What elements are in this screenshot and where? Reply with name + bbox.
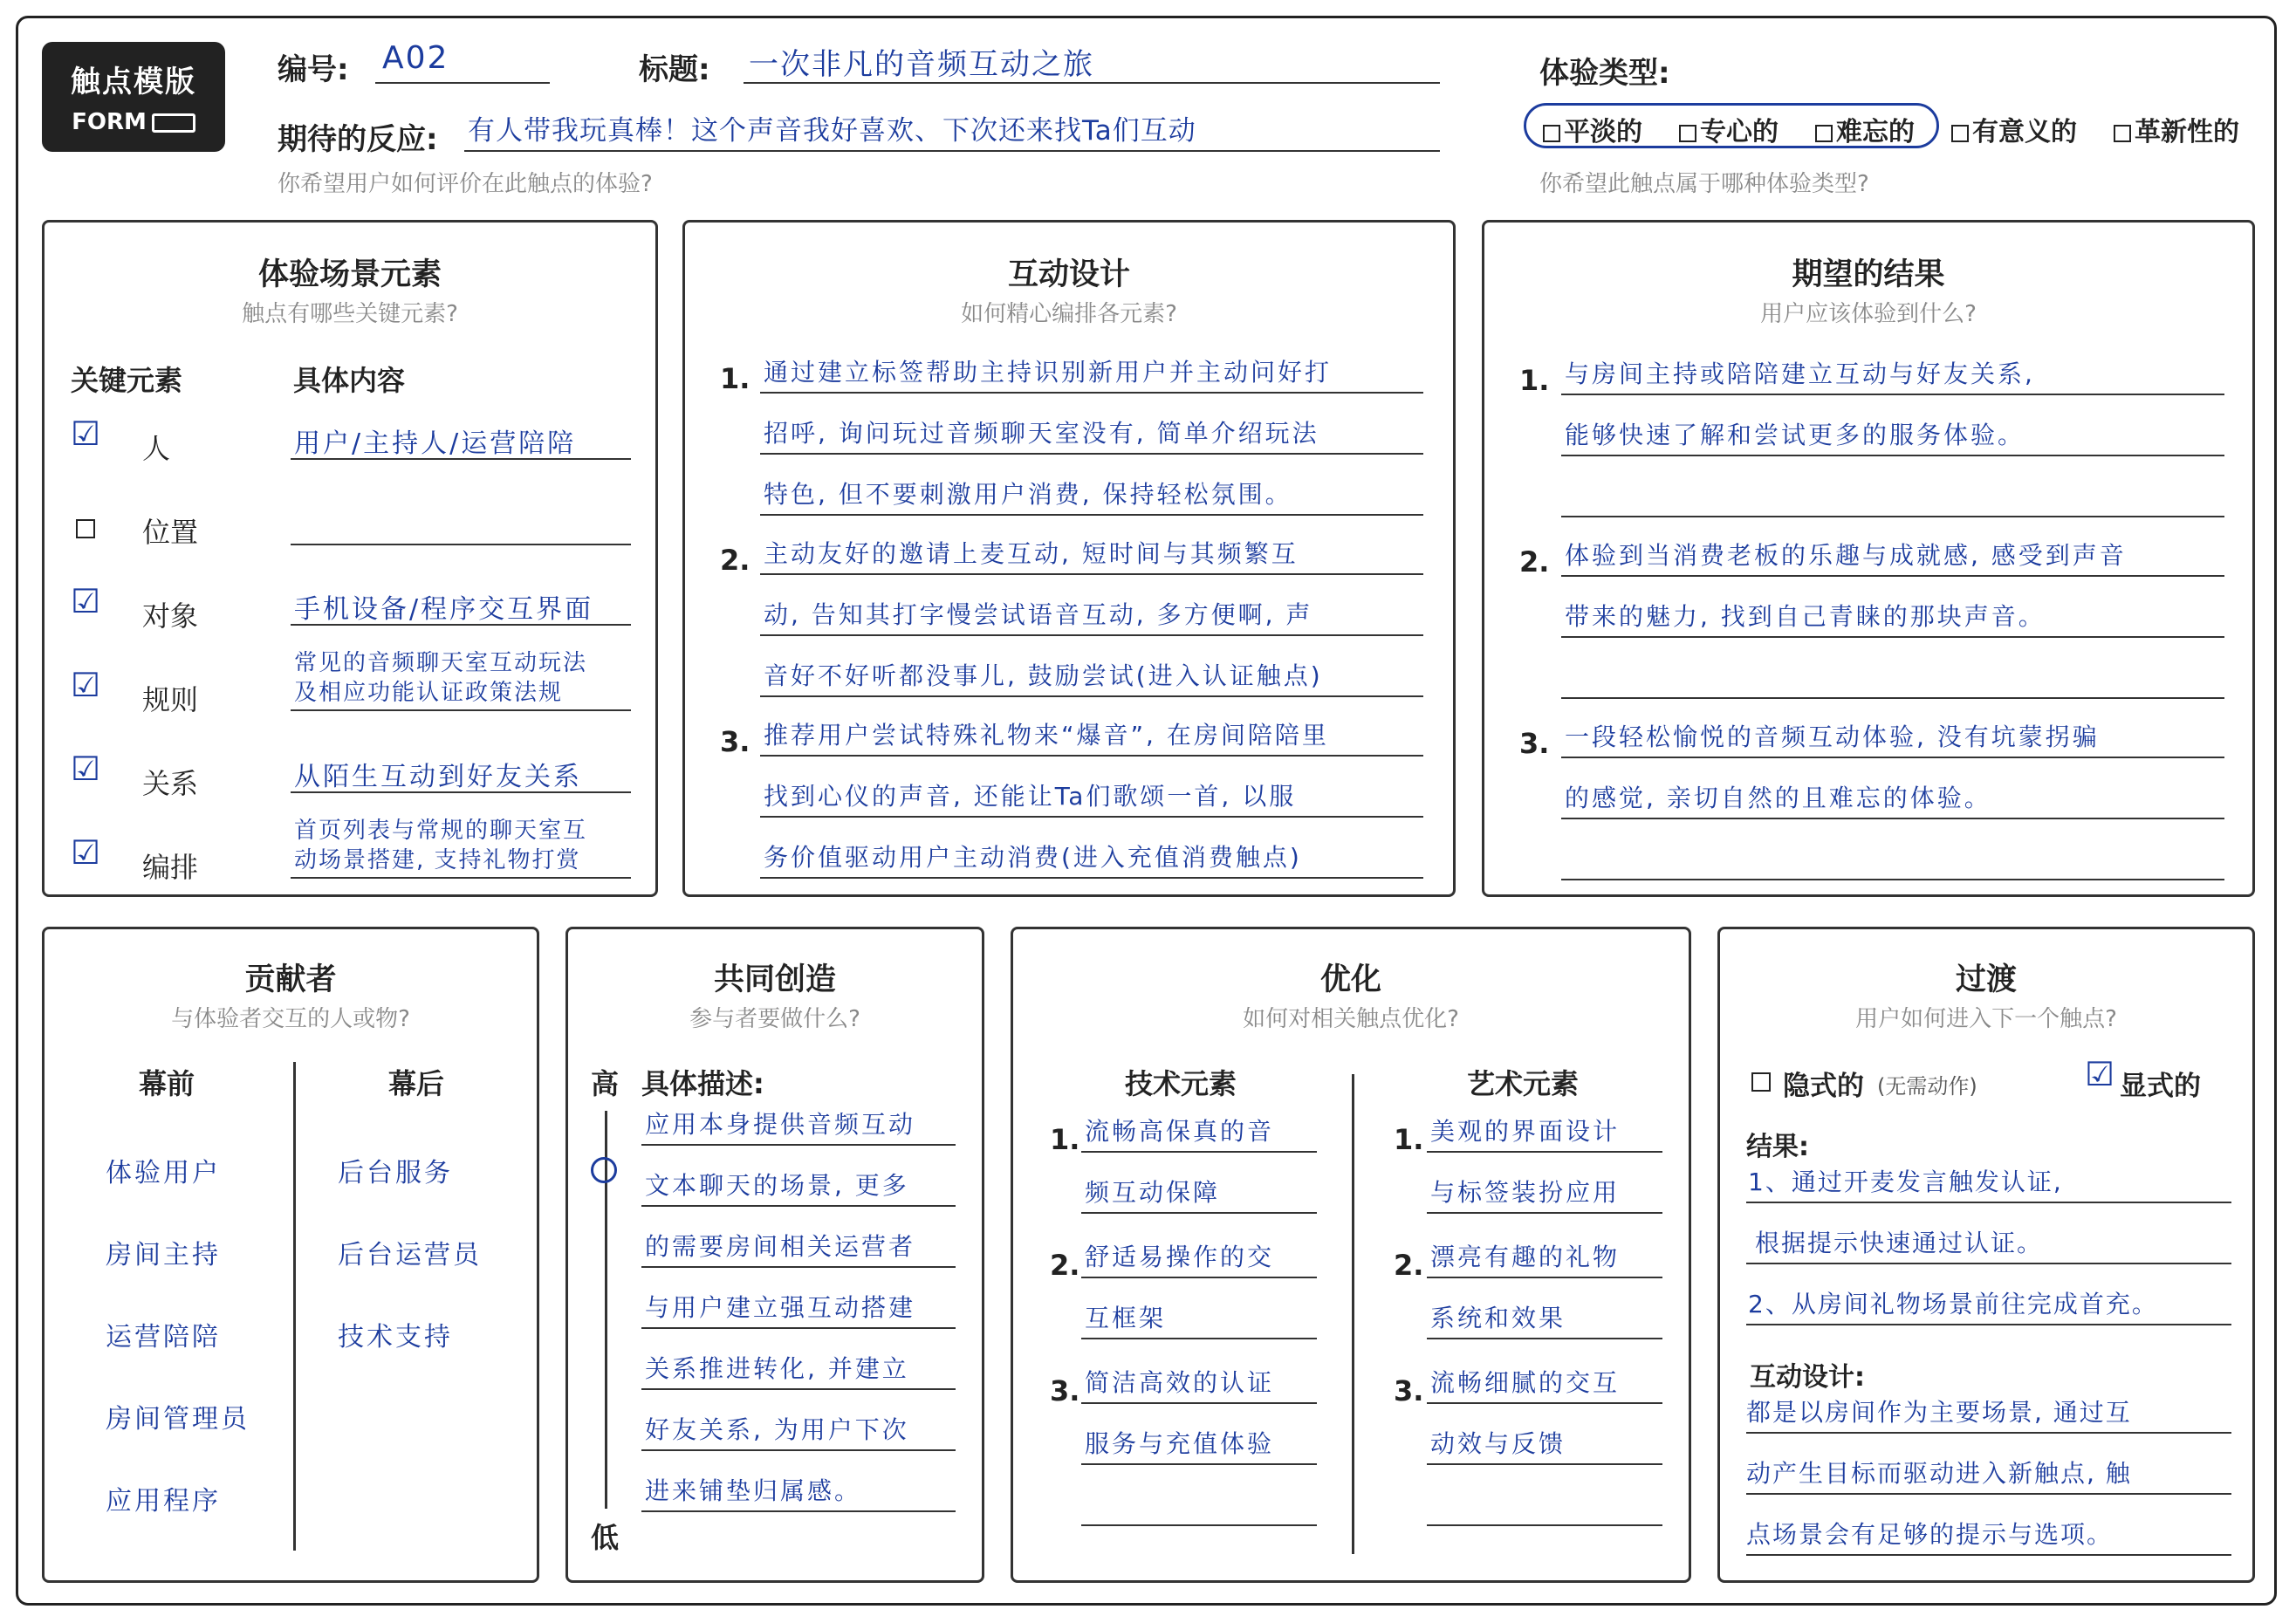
result-line: 带来的魅力, 找到自己青睐的那块声音。 [1565, 602, 2046, 631]
logo-subtitle [42, 109, 225, 135]
scene-subtitle: 触点有哪些关键元素? [242, 301, 458, 327]
scene-title: 体验场景元素 [257, 257, 442, 292]
contributors-panel [42, 927, 539, 1583]
back-item: 技术支持 [338, 1322, 453, 1352]
transition-design-line: 动产生目标而驱动进入新触点, 触 [1746, 1459, 2132, 1488]
underline [641, 1449, 956, 1451]
results-title: 期望的结果 [1792, 257, 1945, 292]
scene-row-content: 手机设备/程序交互界面 [294, 594, 594, 625]
checkmark-icon[interactable]: ☑ [71, 666, 101, 704]
underline [291, 709, 631, 711]
underline [1081, 1338, 1317, 1339]
underline [760, 634, 1423, 636]
underline [1427, 1402, 1662, 1404]
desc-label: 具体描述: [641, 1067, 764, 1100]
optimize-panel [1011, 927, 1691, 1583]
scene-row-name: 位置 [142, 516, 199, 549]
underline [1427, 1463, 1662, 1465]
implicit-note: (无需动作) [1877, 1074, 1977, 1099]
transition-subtitle: 用户如何进入下一个触点? [1855, 1006, 2117, 1032]
implicit-label: 隐式的 [1783, 1071, 1864, 1102]
item-number: 1. [1519, 364, 1550, 397]
underline [291, 877, 631, 879]
underline [760, 755, 1423, 757]
underline [1561, 879, 2224, 880]
underline [291, 624, 631, 626]
reaction-field[interactable] [464, 103, 1440, 152]
underline [1427, 1277, 1662, 1278]
scene-row-name: 关系 [142, 767, 199, 800]
id-value: A02 [382, 40, 449, 76]
cocreate-title: 共同创造 [713, 962, 836, 997]
scene-panel [42, 220, 658, 897]
scale-marker[interactable] [591, 1157, 617, 1183]
scene-row-name: 规则 [142, 683, 199, 716]
title-value: 一次非凡的音频互动之旅 [749, 47, 1094, 82]
type-option-label: 有意义的 [1972, 117, 2077, 147]
column-divider [1352, 1074, 1354, 1554]
art-line: 漂亮有趣的礼物 [1430, 1243, 1621, 1271]
item-number: 3. [1050, 1374, 1080, 1407]
underline [760, 453, 1423, 455]
result-label: 结果: [1746, 1132, 1809, 1162]
underline [291, 791, 631, 793]
item-number: 1. [1050, 1123, 1080, 1156]
cocreate-subtitle: 参与者要做什么? [689, 1006, 860, 1032]
scene-col-content: 具体内容 [293, 364, 406, 397]
cocreate-line: 文本聊天的场景, 更多 [645, 1171, 909, 1200]
column-divider [293, 1062, 296, 1551]
contributors-subtitle: 与体验者交互的人或物? [171, 1006, 410, 1032]
transition-result-line: 2、从房间礼物场景前往完成首充。 [1748, 1290, 2158, 1318]
interaction-line: 音好不好听都没事儿, 鼓励尝试(进入认证触点) [764, 661, 1323, 690]
tech-line: 简洁高效的认证 [1085, 1368, 1275, 1397]
title-label: 标题: [639, 52, 710, 87]
underline [1561, 575, 2224, 577]
unchecked-box-icon[interactable] [76, 519, 95, 538]
transition-title: 过渡 [1955, 962, 2017, 997]
checkbox-icon [1951, 125, 1969, 142]
underline [1427, 1338, 1662, 1339]
tech-line: 流畅高保真的音 [1085, 1117, 1275, 1146]
optimize-subtitle: 如何对相关触点优化? [1243, 1006, 1459, 1032]
checkbox-icon [1815, 125, 1833, 142]
type-option-label: 平淡的 [1564, 117, 1642, 147]
underline [1081, 1524, 1317, 1526]
scene-row-name: 人 [142, 432, 171, 465]
art-line: 美观的界面设计 [1430, 1117, 1621, 1146]
explicit-checkbox-checked-icon[interactable]: ☑ [2085, 1055, 2115, 1093]
back-item: 后台运营员 [338, 1240, 482, 1270]
underline [760, 695, 1423, 697]
tech-line: 舒适易操作的交 [1085, 1243, 1275, 1271]
item-number: 1. [1394, 1123, 1424, 1156]
item-number: 2. [1519, 545, 1550, 579]
front-item: 运营陪陪 [106, 1322, 221, 1352]
item-number: 2. [1050, 1249, 1080, 1282]
checkbox-icon [1679, 125, 1696, 142]
results-panel [1482, 220, 2255, 897]
underline [291, 544, 631, 545]
cocreate-line: 与用户建立强互动搭建 [645, 1293, 916, 1322]
logo-form-text: FORM [72, 109, 147, 135]
optimize-title: 优化 [1319, 962, 1381, 997]
transition-panel [1717, 927, 2255, 1583]
underline [641, 1144, 956, 1146]
type-option-focused[interactable] [1679, 110, 1779, 148]
id-label: 编号: [278, 52, 349, 87]
type-option-label: 革新性的 [2135, 117, 2239, 147]
contributors-title: 贡献者 [244, 962, 337, 997]
underline [1427, 1524, 1662, 1526]
implicit-checkbox[interactable] [1751, 1072, 1771, 1092]
scene-row-name: 编排 [142, 851, 199, 884]
underline [641, 1205, 956, 1207]
cocreate-line: 进来铺垫归属感。 [645, 1476, 862, 1505]
type-option-innovative[interactable] [2114, 110, 2239, 148]
reaction-value: 有人带我玩真棒！这个声音我好喜欢、下次还来找Ta们互动 [468, 115, 1196, 147]
scene-row-content: 用户/主持人/运营陪陪 [294, 428, 577, 459]
underline [760, 816, 1423, 818]
scale-low: 低 [591, 1521, 620, 1554]
result-line: 的感觉, 亲切自然的且难忘的体验。 [1565, 784, 1991, 812]
type-option-plain[interactable] [1543, 110, 1642, 148]
art-line: 动效与反馈 [1430, 1429, 1566, 1458]
cocreate-line: 关系推进转化, 并建立 [645, 1354, 909, 1383]
underline [1427, 1212, 1662, 1214]
scene-col-key: 关键元素 [71, 364, 183, 397]
underline [641, 1388, 956, 1390]
interaction-line: 务价值驱动用户主动消费(进入充值消费触点) [764, 843, 1302, 872]
interaction-panel [682, 220, 1456, 897]
tech-label: 技术元素 [1125, 1067, 1237, 1100]
front-item: 应用程序 [106, 1486, 221, 1517]
transition-result-line: 1、通过开麦发言触发认证, [1748, 1168, 2063, 1196]
art-label: 艺术元素 [1467, 1067, 1580, 1100]
underline [291, 458, 631, 460]
underline [1746, 1432, 2231, 1434]
item-number: 3. [720, 725, 750, 758]
scene-row-content: 及相应功能认证政策法规 [294, 680, 564, 706]
front-item: 房间管理员 [106, 1404, 250, 1435]
back-label: 幕后 [388, 1067, 445, 1100]
front-item: 房间主持 [106, 1240, 221, 1270]
result-line: 与房间主持或陪陪建立互动与好友关系, [1565, 360, 2035, 388]
logo-box-icon [152, 113, 195, 133]
explicit-label: 显式的 [2120, 1071, 2201, 1102]
underline [1746, 1554, 2231, 1556]
underline [1081, 1463, 1317, 1465]
underline [1746, 1202, 2231, 1203]
item-number: 2. [1394, 1249, 1424, 1282]
result-line: 体验到当消费老板的乐趣与成就感, 感受到声音 [1565, 541, 2127, 570]
underline [760, 573, 1423, 575]
back-item: 后台服务 [338, 1158, 453, 1188]
underline [1561, 516, 2224, 517]
art-line: 与标签装扮应用 [1430, 1178, 1621, 1207]
tech-line: 服务与充值体验 [1085, 1429, 1275, 1458]
logo-title: 触点模版 [71, 65, 196, 99]
underline [760, 877, 1423, 879]
checkmark-icon[interactable]: ☑ [71, 582, 101, 620]
results-subtitle: 用户应该体验到什么? [1760, 301, 1977, 327]
checkmark-icon[interactable]: ☑ [71, 414, 101, 453]
cocreate-line: 的需要房间相关运营者 [645, 1232, 916, 1261]
tech-line: 频互动保障 [1085, 1178, 1221, 1207]
underline [641, 1327, 956, 1329]
type-hint: 你希望此触点属于哪种体验类型? [1539, 171, 1869, 197]
underline [1561, 394, 2224, 395]
interaction-title: 互动设计 [1007, 257, 1130, 292]
transition-design-line: 都是以房间作为主要场景, 通过互 [1746, 1398, 2132, 1427]
id-field[interactable] [375, 38, 550, 84]
form-logo [42, 42, 225, 152]
underline [1081, 1212, 1317, 1214]
underline [1746, 1263, 2231, 1264]
title-field[interactable] [744, 38, 1440, 84]
underline [1561, 455, 2224, 456]
interaction-line: 通过建立标签帮助主持识别新用户并主动问好打 [764, 358, 1333, 387]
item-number: 1. [720, 362, 750, 395]
type-option-label: 专心的 [1700, 117, 1779, 147]
interaction-line: 动, 告知其打字慢尝试语音互动, 多方便啊, 声 [764, 600, 1313, 629]
cocreate-line: 应用本身提供音频互动 [645, 1110, 916, 1139]
tech-line: 互框架 [1085, 1304, 1167, 1332]
interaction-line: 特色, 但不要刺激用户消费, 保持轻松氛围。 [764, 480, 1292, 509]
item-number: 3. [1394, 1374, 1424, 1407]
scene-row-content: 动场景搭建, 支持礼物打赏 [294, 847, 581, 873]
reaction-label: 期待的反应: [278, 122, 438, 157]
checkmark-icon[interactable]: ☑ [71, 833, 101, 872]
item-number: 3. [1519, 727, 1550, 760]
result-line: 能够快速了解和尝试更多的服务体验。 [1565, 421, 2025, 449]
type-option-label: 难忘的 [1836, 117, 1915, 147]
underline [760, 392, 1423, 394]
underline [1746, 1493, 2231, 1495]
checkmark-icon[interactable]: ☑ [71, 750, 101, 788]
type-option-meaningful[interactable] [1951, 110, 2077, 148]
scene-row-content: 常见的音频聊天室互动玩法 [294, 650, 588, 676]
cocreate-line: 好友关系, 为用户下次 [645, 1415, 909, 1444]
type-option-memorable[interactable] [1815, 110, 1915, 148]
underline [1427, 1151, 1662, 1153]
item-number: 2. [720, 544, 750, 577]
front-label: 幕前 [139, 1067, 195, 1100]
underline [1081, 1402, 1317, 1404]
underline [760, 514, 1423, 516]
underline [1561, 697, 2224, 699]
art-line: 系统和效果 [1430, 1304, 1566, 1332]
underline [1081, 1277, 1317, 1278]
scene-row-content: 首页列表与常规的聊天室互 [294, 818, 588, 844]
checkbox-icon [2114, 125, 2131, 142]
type-label: 体验类型: [1539, 56, 1670, 91]
design-label: 互动设计: [1750, 1362, 1865, 1393]
interaction-line: 招呼, 询问玩过音频聊天室没有, 简单介绍玩法 [764, 419, 1319, 448]
transition-design-line: 点场景会有足够的提示与选项。 [1746, 1520, 2114, 1549]
underline [1561, 757, 2224, 758]
cocreate-panel [565, 927, 984, 1583]
underline [1081, 1151, 1317, 1153]
underline [1561, 636, 2224, 638]
reaction-hint: 你希望用户如何评价在此触点的体验? [278, 171, 653, 197]
interaction-line: 找到心仪的声音, 还能让Ta们歌颂一首, 以服 [764, 782, 1297, 811]
underline [1746, 1324, 2231, 1325]
scene-row-content: 从陌生互动到好友关系 [294, 762, 582, 792]
underline [641, 1510, 956, 1512]
result-line: 一段轻松愉悦的音频互动体验, 没有坑蒙拐骗 [1565, 722, 2100, 751]
underline [641, 1266, 956, 1268]
underline [1561, 818, 2224, 819]
art-line: 流畅细腻的交互 [1430, 1368, 1621, 1397]
scene-row-name: 对象 [142, 599, 199, 633]
front-item: 体验用户 [106, 1158, 221, 1188]
interaction-line: 主动友好的邀请上麦互动, 短时间与其频繁互 [764, 539, 1299, 568]
scale-high: 高 [591, 1067, 620, 1100]
checkbox-icon [1543, 125, 1560, 142]
interaction-subtitle: 如何精心编排各元素? [961, 301, 1177, 327]
transition-result-line: 根据提示快速通过认证。 [1755, 1229, 2044, 1257]
interaction-line: 推荐用户尝试特殊礼物来“爆音”, 在房间陪陪里 [764, 721, 1329, 750]
